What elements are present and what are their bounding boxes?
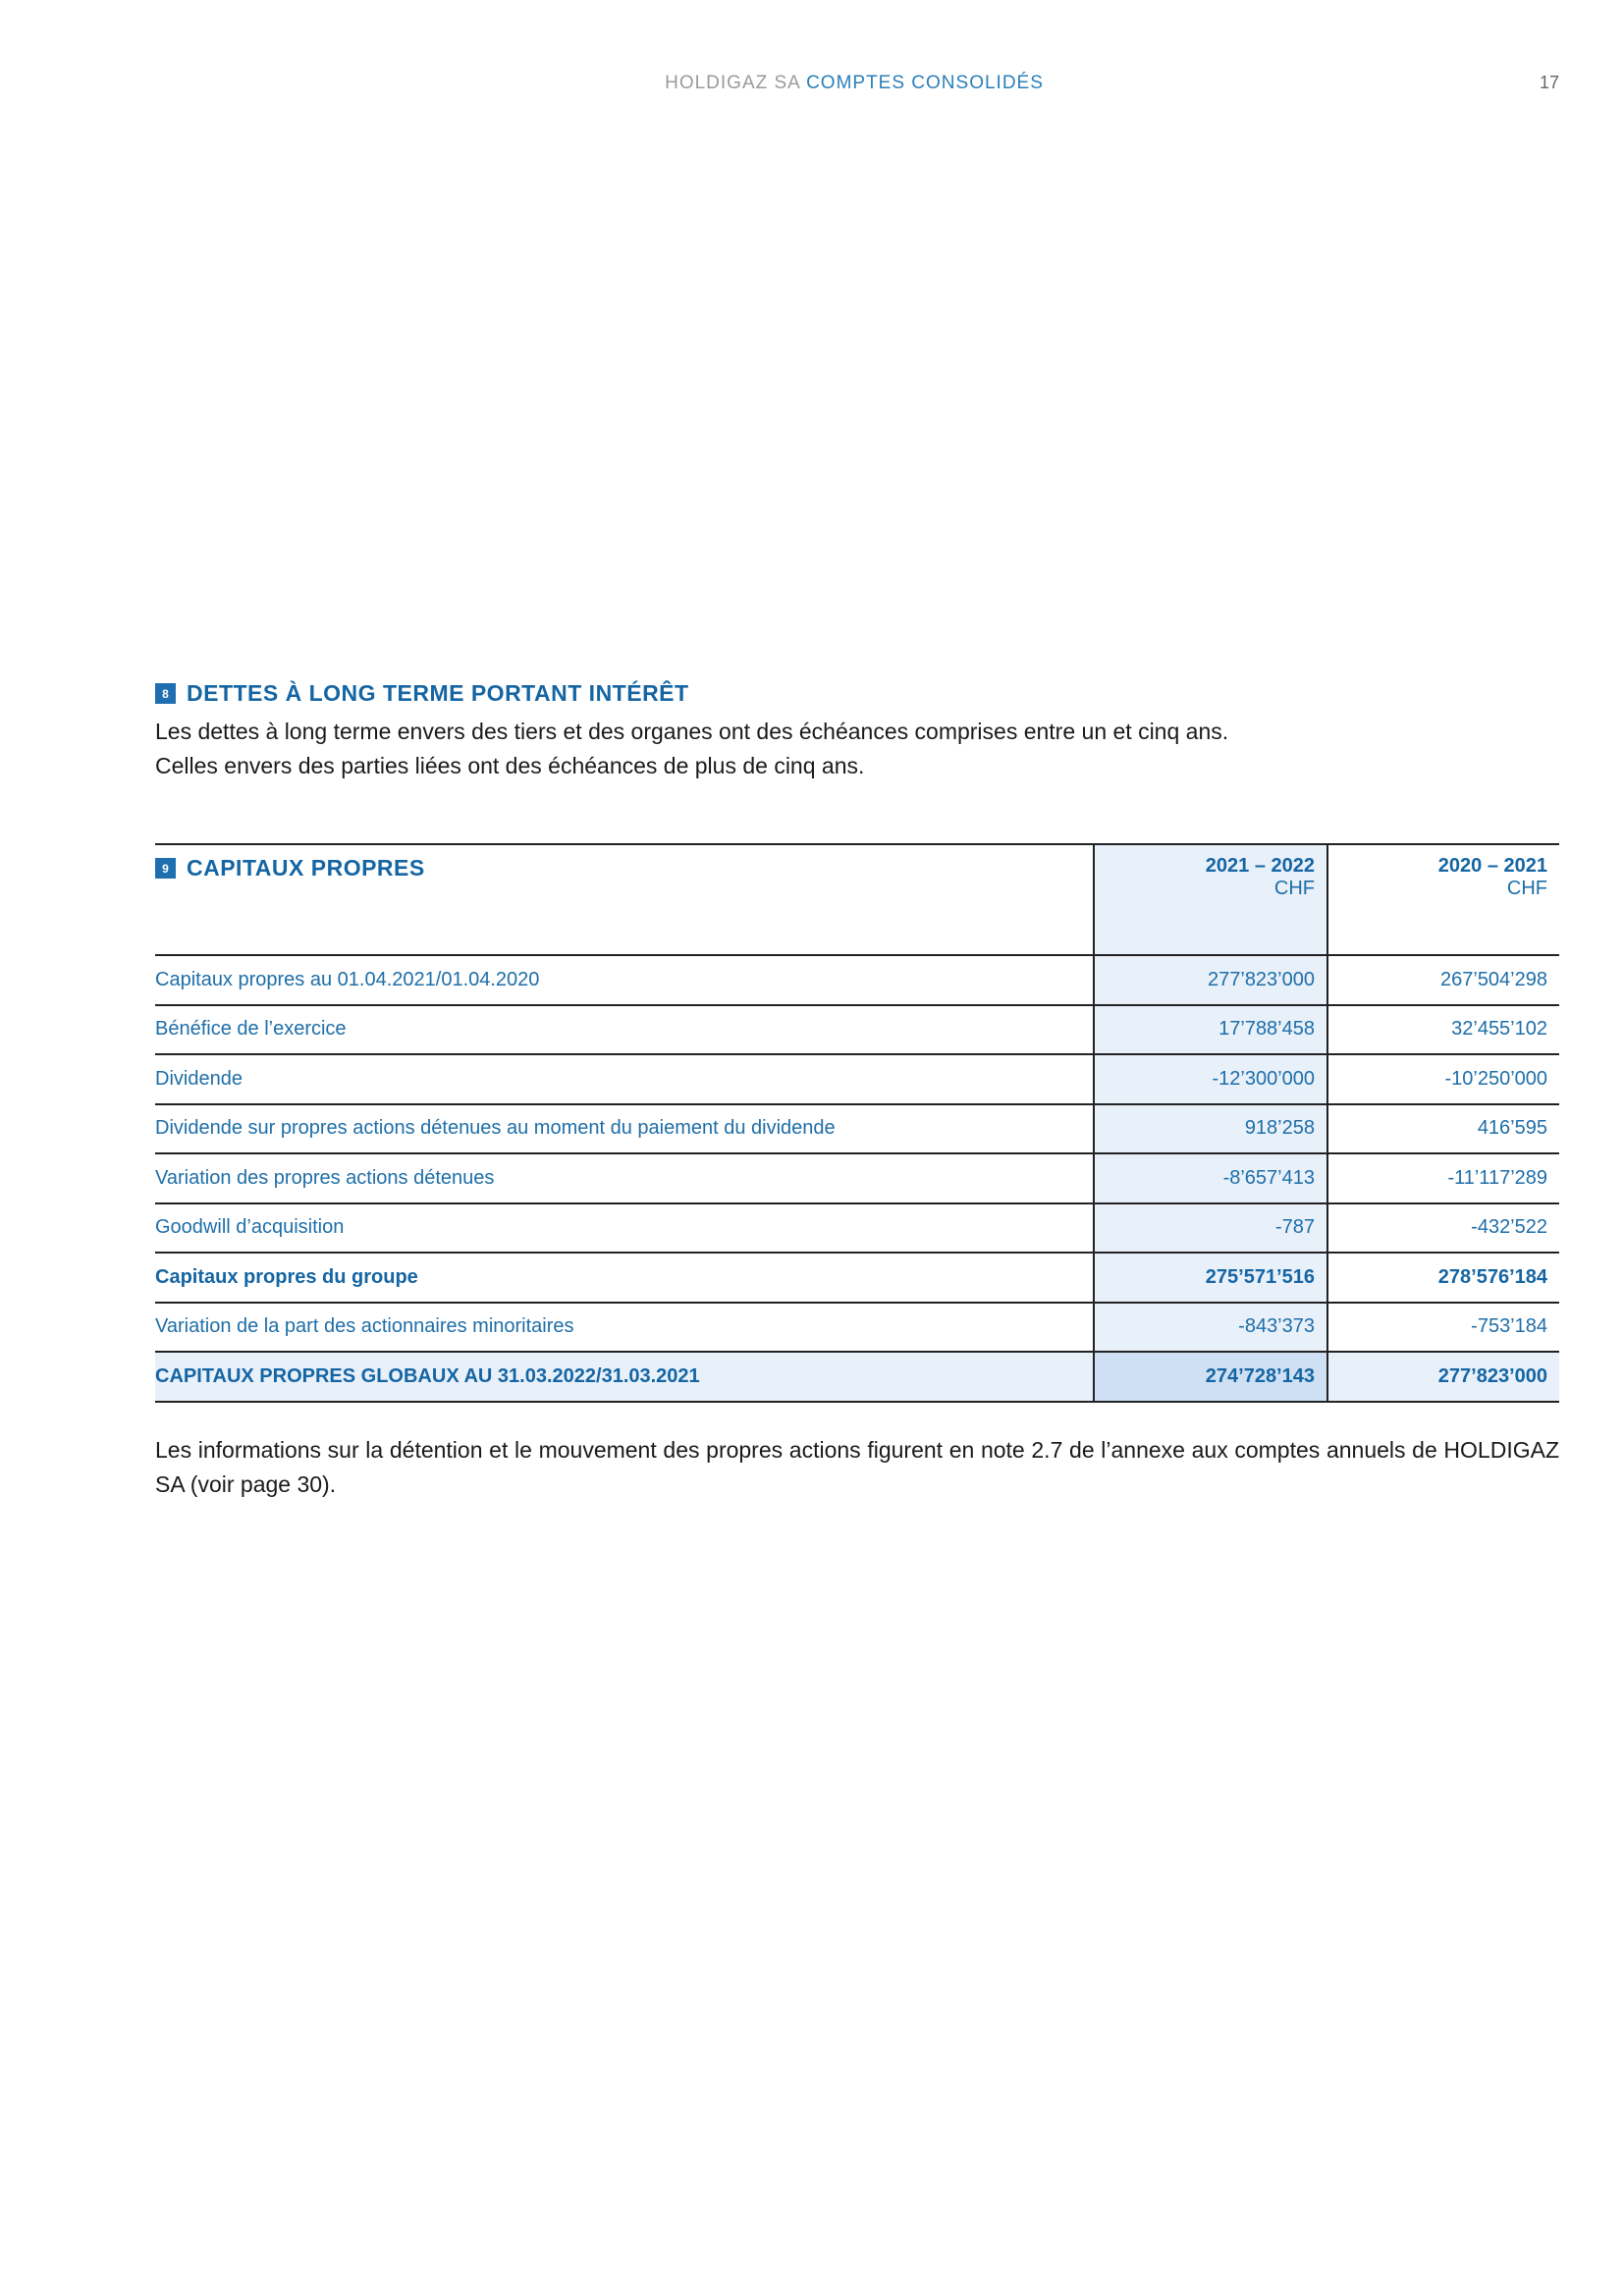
note-8-heading <box>155 680 1228 707</box>
value-2020-2021: 267’504’298 <box>1440 968 1547 990</box>
column-unit: CHF <box>1506 878 1547 899</box>
value-2021-2022: 17’788’458 <box>1094 1005 1327 1055</box>
row-label: Dividende sur propres actions détenues au moment du paiement du dividende <box>155 1117 836 1140</box>
page-header <box>0 73 1624 102</box>
value-2021-2022: -843’373 <box>1094 1303 1327 1353</box>
note-8-body <box>155 715 1228 783</box>
table-row <box>155 1153 1559 1203</box>
table-row <box>155 1303 1559 1353</box>
value-2021-2022: 275’571’516 <box>1094 1253 1327 1303</box>
row-label: Capitaux propres du groupe <box>155 1265 418 1288</box>
row-label: Variation de la part des actionnaires minoritaires <box>155 1315 574 1338</box>
value-2020-2021: 416’595 <box>1477 1117 1547 1140</box>
note-8-title: DETTES À LONG TERME PORTANT INTÉRÊT <box>187 680 689 706</box>
table-header-row <box>155 844 1559 955</box>
table-row <box>155 1104 1559 1154</box>
row-label: Goodwill d’acquisition <box>155 1216 345 1239</box>
table-row <box>155 1054 1559 1104</box>
value-2021-2022: -787 <box>1094 1203 1327 1254</box>
row-label: Bénéfice de l’exercice <box>155 1018 347 1041</box>
note-8-number-badge: 8 <box>155 683 176 704</box>
column-header-2021-2022 <box>1094 844 1327 955</box>
value-2020-2021: -432’522 <box>1471 1216 1547 1239</box>
header-title <box>0 73 1624 94</box>
value-2021-2022: -12’300’000 <box>1094 1054 1327 1104</box>
subtotal-row <box>155 1253 1559 1303</box>
note-9-footnote: Les informations sur la détention et le mouvement des propres actions figurent en note 2.7 de l’annexe aux comptes annuels de HOLDIGAZ SA (voir page 30). <box>155 1437 1559 1497</box>
value-2020-2021: 278’576’184 <box>1437 1265 1547 1288</box>
value-2020-2021: -753’184 <box>1471 1315 1547 1338</box>
value-2020-2021: 32’455’102 <box>1451 1018 1547 1041</box>
equity-table <box>155 843 1559 1403</box>
equity-table-wrapper <box>155 843 1559 1403</box>
note-8-section <box>155 680 1228 783</box>
row-label: Dividende <box>155 1067 243 1090</box>
column-year: 2021 – 2022 <box>1205 855 1315 877</box>
table-row <box>155 1005 1559 1055</box>
note-9-title: CAPITAUX PROPRES <box>187 855 425 881</box>
value-2021-2022: 277’823’000 <box>1094 955 1327 1005</box>
value-2021-2022: 274’728’143 <box>1094 1352 1327 1402</box>
column-header-2020-2021 <box>1327 844 1559 955</box>
value-2021-2022: 918’258 <box>1094 1104 1327 1154</box>
row-label: Capitaux propres au 01.04.2021/01.04.2020 <box>155 968 540 990</box>
note-9-heading <box>155 844 1094 955</box>
note-8-line: Celles envers des parties liées ont des échéances de plus de cinq ans. <box>155 753 865 778</box>
note-9-number-badge: 9 <box>155 858 176 879</box>
value-2020-2021: 277’823’000 <box>1437 1364 1547 1387</box>
row-label: CAPITAUX PROPRES GLOBAUX AU 31.03.2022/31.03.2021 <box>155 1364 700 1387</box>
page-number: 17 <box>1540 73 1560 92</box>
value-2020-2021: -11’117’289 <box>1447 1166 1547 1189</box>
table-row <box>155 955 1559 1005</box>
column-unit: CHF <box>1273 878 1315 899</box>
header-company: HOLDIGAZ SA <box>665 73 800 93</box>
row-label: Variation des propres actions détenues <box>155 1166 495 1189</box>
column-year: 2020 – 2021 <box>1437 855 1547 877</box>
value-2021-2022: -8’657’413 <box>1094 1153 1327 1203</box>
table-row <box>155 1203 1559 1254</box>
header-section: COMPTES CONSOLIDÉS <box>806 73 1044 93</box>
value-2020-2021: -10’250’000 <box>1444 1067 1547 1090</box>
note-8-line: Les dettes à long terme envers des tiers et des organes ont des échéances comprises entre un et cinq ans. <box>155 719 1229 744</box>
total-row <box>155 1352 1559 1402</box>
